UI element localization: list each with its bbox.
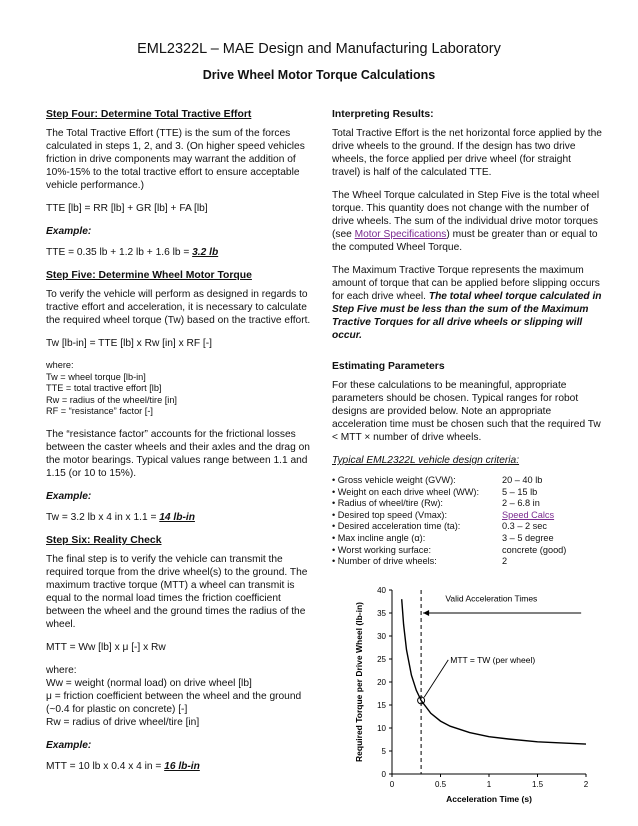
page-title: EML2322L – MAE Design and Manufacturing Laboratory bbox=[137, 41, 501, 57]
tw-example bbox=[46, 511, 316, 524]
interp-p2-b: ) must be greater than or equal to the computed Wheel Torque. bbox=[332, 229, 598, 253]
est-heading: Estimating Parameters bbox=[332, 361, 445, 372]
y-tick-label: 15 bbox=[377, 701, 386, 710]
where-item: Rw = radius of drive wheel/tire [in] bbox=[46, 716, 200, 728]
tw-example-result: 14 lb-in bbox=[159, 511, 195, 523]
criteria-label: • Desired top speed (Vmax): bbox=[332, 509, 448, 520]
where-item: μ = friction coefficient between the wheel and the ground (~0.4 for plastic on concrete) [-] bbox=[46, 690, 302, 715]
step5-heading: Step Five: Determine Wheel Motor Torque bbox=[46, 270, 252, 281]
annotation-valid-times: Valid Acceleration Times bbox=[445, 593, 538, 604]
criteria-row bbox=[332, 556, 602, 568]
tte-example-result: 3.2 lb bbox=[192, 247, 219, 258]
y-tick-label: 25 bbox=[377, 655, 386, 664]
interp-p2-a: The Wheel Torque calculated in Step Five is the total wheel torque. This quantity does not change with the number of drive wheels. The sum of the individual drive motor torques (see bbox=[332, 190, 600, 240]
criteria-value: 20 – 40 lb bbox=[502, 475, 543, 485]
example-label-1: Example: bbox=[46, 226, 92, 237]
left-column bbox=[46, 108, 316, 783]
step4-heading: Step Four: Determine Total Tractive Effort bbox=[46, 109, 252, 120]
y-tick-label: 10 bbox=[377, 724, 386, 733]
interp-heading: Interpreting Results: bbox=[332, 109, 434, 120]
y-tick-label: 5 bbox=[381, 747, 386, 756]
where-label-2: where: bbox=[46, 664, 77, 676]
speed-calcs-link[interactable]: Speed Calcs bbox=[502, 509, 555, 520]
where-item: RF = “resistance” factor [-] bbox=[46, 406, 153, 417]
tte-formula: TTE [lb] = RR [lb] + GR [lb] + FA [lb] bbox=[46, 203, 208, 214]
criteria-value: 3 – 5 degree bbox=[502, 532, 554, 543]
y-tick-label: 35 bbox=[377, 609, 386, 618]
est-body: For these calculations to be meaningful, appropriate parameters should be chosen. Typical ranges for robot designs are provided below. Note an appropriate acceleration time must be chosen such that the required Tw < MTT × number of drive wheels. bbox=[332, 380, 601, 443]
x-tick-label: 0.5 bbox=[434, 780, 447, 789]
mtt-example bbox=[46, 760, 316, 773]
step5-body: To verify the vehicle will perform as designed in regards to tractive effort and acceleration, it is necessary to calculate the required wheel torque (Tw) based on the tractive effort. bbox=[46, 289, 311, 326]
torque-curve bbox=[402, 599, 586, 744]
interp-p3 bbox=[332, 264, 602, 342]
criteria-label: • Number of drive wheels: bbox=[332, 556, 437, 567]
criteria-title: Typical EML2322L vehicle design criteria: bbox=[332, 455, 520, 466]
x-tick-label: 1 bbox=[486, 780, 492, 789]
criteria-label: • Desired acceleration time (ta): bbox=[332, 521, 461, 532]
criteria-row bbox=[332, 510, 602, 522]
where-list-2 bbox=[46, 664, 316, 729]
x-tick-label: 0 bbox=[389, 780, 395, 789]
criteria-label: • Gross vehicle weight (GVW): bbox=[332, 475, 456, 485]
criteria-row bbox=[332, 475, 602, 487]
where-item: TTE = total tractive effort [lb] bbox=[46, 383, 162, 394]
criteria-value: 0.3 – 2 sec bbox=[502, 521, 547, 532]
criteria-label: • Worst working surface: bbox=[332, 544, 432, 555]
where-item: Ww = weight (normal load) on drive wheel [lb] bbox=[46, 677, 252, 689]
criteria-row bbox=[332, 487, 602, 499]
page-subtitle: Drive Wheel Motor Torque Calculations bbox=[202, 68, 436, 82]
criteria-table bbox=[332, 475, 602, 568]
criteria-label: • Max incline angle (α): bbox=[332, 532, 426, 543]
valid-range-arrowhead bbox=[423, 610, 429, 616]
criteria-row bbox=[332, 498, 602, 510]
step6-heading: Step Six: Reality Check bbox=[46, 534, 162, 546]
annotation-mtt: MTT = TW (per wheel) bbox=[450, 654, 536, 665]
y-tick-label: 0 bbox=[381, 770, 386, 779]
step6-body: The final step is to verify the vehicle can transmit the required torque from the drive wheel(s) to the ground. The maximum tractive torque (MTT) a wheel can transmit is equal to the normal load times the friction coefficient between the wheel and the ground times the radius of the wheel. bbox=[46, 553, 308, 630]
tw-example-text: Tw = 3.2 lb x 4 in x 1.1 = bbox=[46, 511, 160, 523]
mtt-leader-line bbox=[424, 660, 448, 697]
where-item: Rw = radius of the wheel/tire [in] bbox=[46, 394, 177, 405]
tw-formula: Tw [lb-in] = TTE [lb] x Rw [in] x RF [-] bbox=[46, 338, 212, 349]
interp-p2 bbox=[332, 189, 602, 254]
mtt-formula: MTT = Ww [lb] x μ [-] x Rw bbox=[46, 641, 166, 653]
y-tick-label: 20 bbox=[377, 678, 386, 687]
criteria-value: concrete (good) bbox=[502, 544, 567, 555]
x-axis-label: Acceleration Time (s) bbox=[446, 794, 532, 804]
where-label-1: where: bbox=[46, 360, 74, 370]
tte-example-text: TTE = 0.35 lb + 1.2 lb + 1.6 lb = bbox=[46, 247, 193, 258]
right-column bbox=[332, 108, 602, 568]
x-tick-label: 1.5 bbox=[531, 780, 544, 789]
mtt-example-result: 16 lb-in bbox=[164, 760, 200, 772]
criteria-row bbox=[332, 521, 602, 533]
mtt-example-text: MTT = 10 lb x 0.4 x 4 in = bbox=[46, 760, 165, 772]
where-list-1 bbox=[46, 360, 316, 418]
criteria-value: 5 – 15 lb bbox=[502, 486, 538, 497]
tte-example bbox=[46, 246, 316, 259]
step4-body: The Total Tractive Effort (TTE) is the sum of the forces calculated in steps 1, 2, and 3. (On higher speed vehicles friction in drive components may warrant the addition of 10%-15% to the total tractive effort to ensure acceptable vehicle performance.) bbox=[46, 128, 305, 191]
criteria-row bbox=[332, 533, 602, 545]
example-label-2: Example: bbox=[46, 490, 92, 502]
criteria-row bbox=[332, 545, 602, 557]
criteria-label: • Radius of wheel/tire (Rw): bbox=[332, 498, 443, 509]
y-tick-label: 40 bbox=[377, 586, 386, 595]
criteria-label: • Weight on each drive wheel (WW): bbox=[332, 486, 480, 497]
interp-p3-a: The Maximum Tractive Torque represents the maximum amount of torque that can be applied before slipping occurs for each drive wheel. bbox=[332, 265, 600, 302]
example-label-3: Example: bbox=[46, 739, 92, 751]
y-tick-label: 30 bbox=[377, 632, 386, 641]
x-tick-label: 2 bbox=[583, 780, 589, 789]
interp-p1: Total Tractive Effort is the net horizontal force applied by the drive wheels to the ground. If the design has two drive wheels, the force applied per drive wheel (for straight travel) is half of the calculated TTE. bbox=[332, 128, 602, 178]
motor-specs-link[interactable]: Motor Specifications bbox=[354, 229, 447, 240]
interp-p3-b: The total wheel torque calculated in Step Five must be less than the sum of the Maximum Tractive Torques for all drive wheels or slipping will occur. bbox=[332, 291, 602, 341]
criteria-value: 2 bbox=[502, 556, 508, 567]
where-item: Tw = wheel torque [lb-in] bbox=[46, 371, 146, 382]
rf-body: The “resistance factor” accounts for the frictional losses between the caster wheels and their axles and the drag on the motor bearings. Typical values range between 1.1 and 1.15 (or 10 to 15%). bbox=[46, 428, 310, 479]
criteria-value: 2 – 6.8 in bbox=[502, 498, 540, 509]
torque-chart bbox=[344, 582, 604, 814]
y-axis-label: Required Torque per Drive Wheel (lb-in) bbox=[354, 602, 364, 762]
